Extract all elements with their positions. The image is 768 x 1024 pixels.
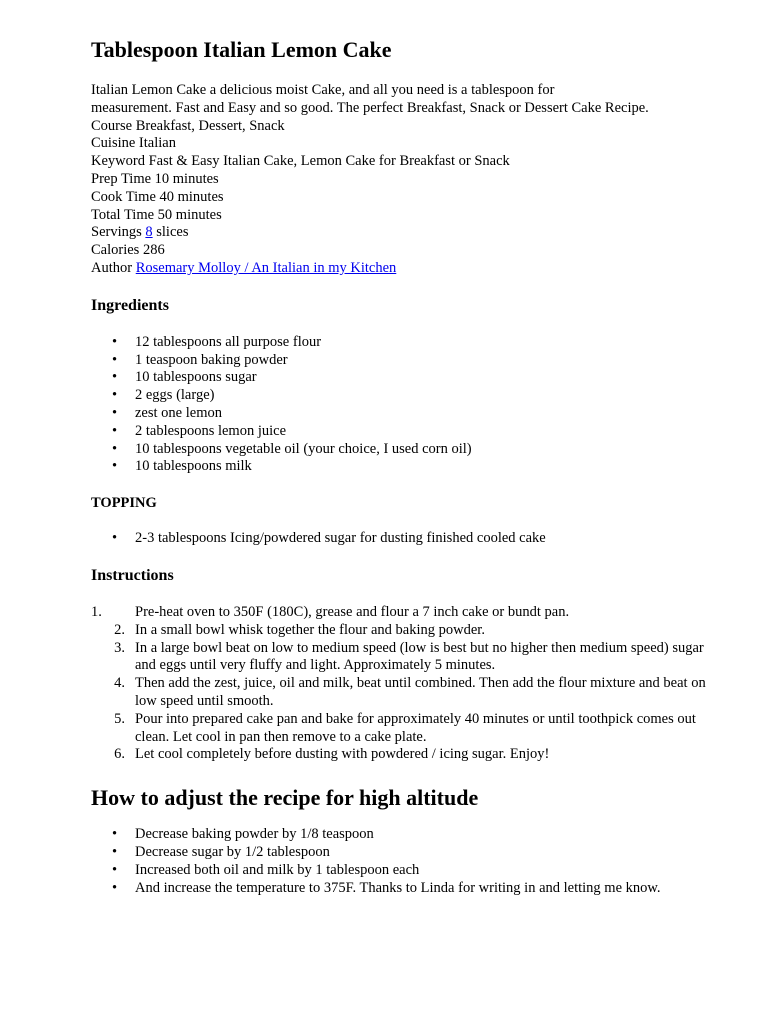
topping-list xyxy=(91,530,708,548)
recipe-intro xyxy=(91,82,708,118)
ingredients-list xyxy=(91,334,708,476)
list-item-text: zest one lemon xyxy=(135,404,222,421)
list-item-text: 2-3 tablespoons Icing/powdered sugar for dusting finished cooled cake xyxy=(135,530,546,547)
step-text: In a small bowl whisk together the flour and baking powder. xyxy=(135,621,485,638)
bullet-icon: • xyxy=(112,440,118,457)
bullet-icon: • xyxy=(112,879,118,896)
bullet-icon: • xyxy=(112,843,118,860)
step-text: In a large bowl beat on low to medium speed (low is best but no higher then medium speed) sugar and eggs until very fluffy and light. Approximately 5 minutes. xyxy=(135,639,704,674)
list-item xyxy=(91,423,708,441)
list-item-text: 2 tablespoons lemon juice xyxy=(135,422,287,439)
servings-label: Servings xyxy=(91,224,146,241)
list-item-text: And increase the temperature to 375F. Thanks to Linda for writing in and letting me know. xyxy=(135,879,661,896)
step-text: Pre-heat oven to 350F (180C), grease and flour a 7 inch cake or bundt pan. xyxy=(135,603,570,620)
servings-unit: slices xyxy=(152,224,189,241)
ingredients-heading: Ingredients xyxy=(91,296,169,314)
servings-link[interactable]: 8 xyxy=(145,224,153,241)
instruction-step xyxy=(91,622,708,640)
step-number: 3. xyxy=(114,639,125,656)
step-number: 1. xyxy=(91,603,102,620)
list-item xyxy=(91,844,708,862)
meta-course: Course Breakfast, Dessert, Snack xyxy=(91,117,285,134)
list-item xyxy=(91,369,708,387)
instruction-step xyxy=(91,675,708,711)
list-item xyxy=(91,405,708,423)
list-item-text: 12 tablespoons all purpose flour xyxy=(135,333,322,350)
list-item-text: 10 tablespoons sugar xyxy=(135,369,257,386)
intro-line: measurement. Fast and Easy and so good. The perfect Breakfast, Snack or Dessert Cake Recipe. xyxy=(91,99,649,116)
bullet-icon: • xyxy=(112,351,118,368)
step-number: 2. xyxy=(114,621,125,638)
bullet-icon: • xyxy=(112,458,118,475)
bullet-icon: • xyxy=(112,369,118,386)
step-text: Let cool completely before dusting with powdered / icing sugar. Enjoy! xyxy=(135,746,550,763)
list-item-text: Decrease baking powder by 1/8 teaspoon xyxy=(135,826,374,843)
altitude-heading: How to adjust the recipe for high altitude xyxy=(91,785,479,811)
list-item-text: Decrease sugar by 1/2 tablespoon xyxy=(135,843,330,860)
bullet-icon: • xyxy=(112,333,118,350)
list-item xyxy=(91,352,708,370)
list-item xyxy=(91,826,708,844)
step-number: 5. xyxy=(114,710,125,727)
meta-prep-time: Prep Time 10 minutes xyxy=(91,170,219,187)
altitude-list xyxy=(91,826,708,897)
list-item xyxy=(91,530,708,548)
author-label: Author xyxy=(91,259,136,276)
instruction-step xyxy=(91,746,708,764)
step-number: 6. xyxy=(114,746,125,763)
bullet-icon: • xyxy=(112,404,118,421)
list-item xyxy=(91,387,708,405)
list-item-text: 10 tablespoons milk xyxy=(135,458,252,475)
meta-author xyxy=(91,260,708,278)
step-number: 4. xyxy=(114,675,125,692)
bullet-icon: • xyxy=(112,861,118,878)
list-item-text: 2 eggs (large) xyxy=(135,387,215,404)
bullet-icon: • xyxy=(112,422,118,439)
instruction-step xyxy=(91,640,708,676)
meta-calories: Calories 286 xyxy=(91,242,165,259)
meta-cuisine: Cuisine Italian xyxy=(91,135,176,152)
meta-cook-time: Cook Time 40 minutes xyxy=(91,188,224,205)
bullet-icon: • xyxy=(112,530,118,547)
bullet-icon: • xyxy=(112,826,118,843)
list-item-text: 1 teaspoon baking powder xyxy=(135,351,288,368)
step-text: Pour into prepared cake pan and bake for approximately 40 minutes or until toothpick comes out clean. Let cool in pan then remove to a cake plate. xyxy=(135,710,696,745)
intro-line: Italian Lemon Cake a delicious moist Cake, and all you need is a tablespoon for xyxy=(91,82,555,98)
topping-heading: TOPPING xyxy=(91,495,157,512)
list-item-text: Increased both oil and milk by 1 tablespoon each xyxy=(135,861,420,878)
bullet-icon: • xyxy=(112,387,118,404)
meta-total-time: Total Time 50 minutes xyxy=(91,206,222,223)
instructions-list xyxy=(91,604,708,764)
recipe-meta xyxy=(91,118,708,278)
list-item xyxy=(91,862,708,880)
list-item xyxy=(91,880,708,898)
step-text: Then add the zest, juice, oil and milk, beat until combined. Then add the flour mixture and beat on low speed until smooth. xyxy=(135,675,706,709)
list-item-text: 10 tablespoons vegetable oil (your choice, I used corn oil) xyxy=(135,440,472,457)
list-item xyxy=(91,334,708,352)
list-item xyxy=(91,458,708,476)
author-link[interactable]: Rosemary Molloy / An Italian in my Kitchen xyxy=(135,259,397,276)
instruction-step xyxy=(91,604,708,622)
page-title: Tablespoon Italian Lemon Cake xyxy=(91,37,392,62)
list-item xyxy=(91,441,708,459)
meta-keyword: Keyword Fast & Easy Italian Cake, Lemon Cake for Breakfast or Snack xyxy=(91,153,510,170)
meta-servings xyxy=(91,224,708,242)
instruction-step xyxy=(91,711,708,747)
instructions-heading: Instructions xyxy=(91,566,174,584)
